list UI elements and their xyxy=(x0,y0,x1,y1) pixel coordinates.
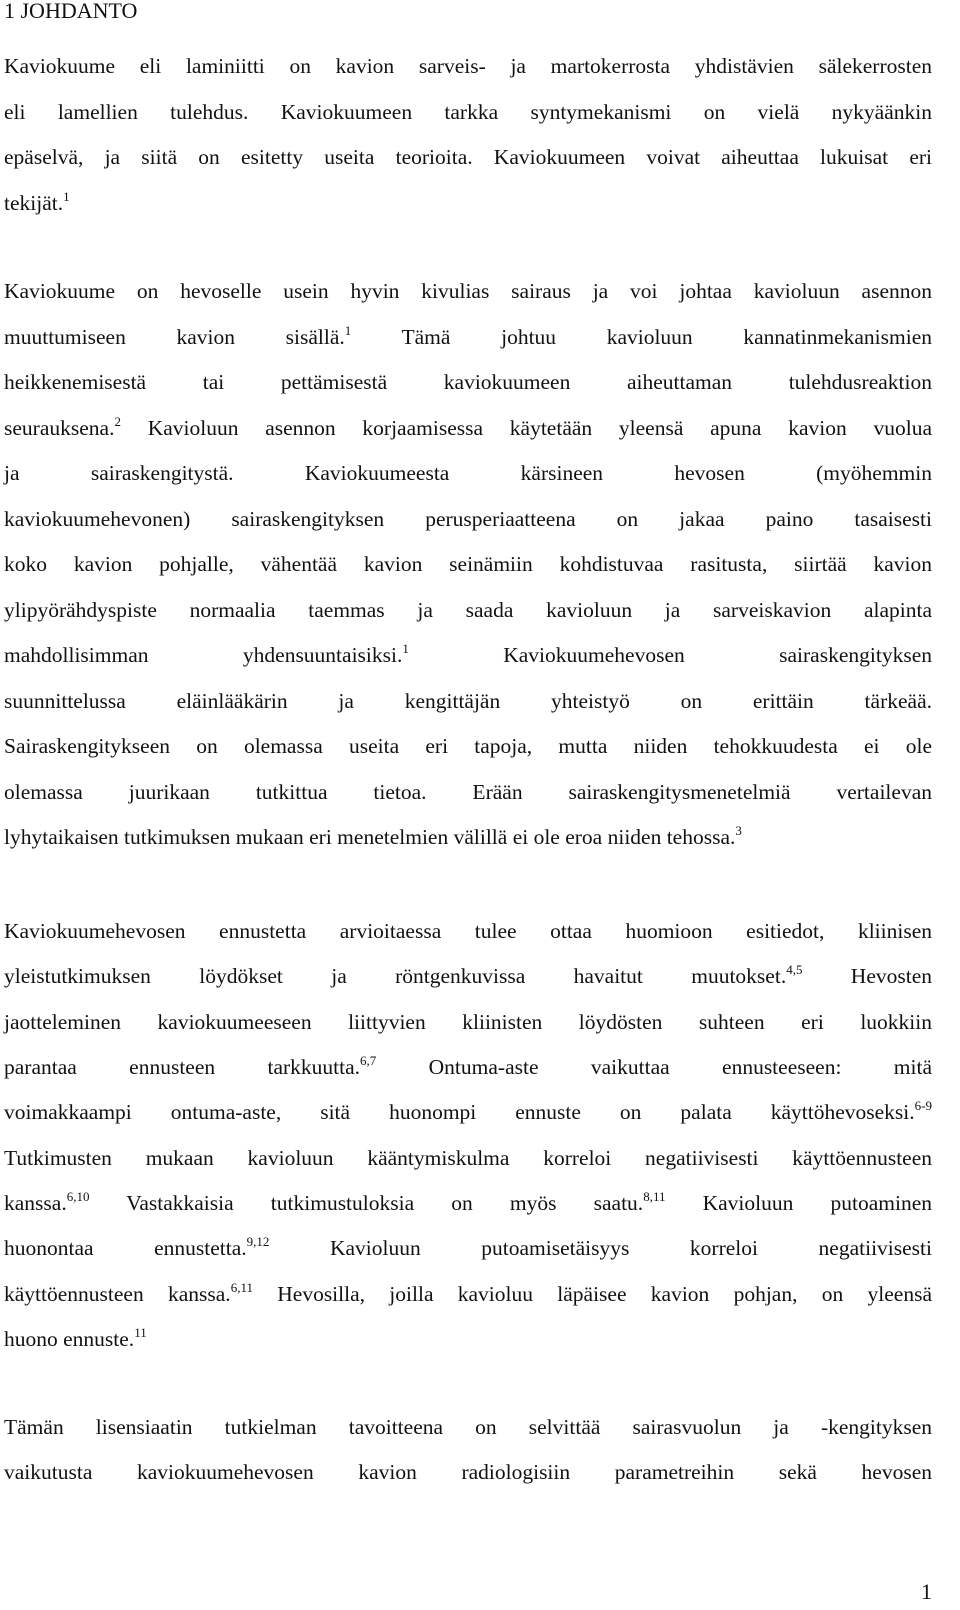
text-run: käyttöennusteen kanssa. xyxy=(4,1281,231,1306)
text-run: Kaviokuumehevosen sairaskengityksen xyxy=(408,643,932,667)
text-line xyxy=(4,917,932,945)
text-line xyxy=(4,1280,932,1308)
text-line xyxy=(4,1458,932,1486)
text-run: Kavioluun asennon korjaamisessa käytetään yleensä apuna kavion vuolua xyxy=(120,415,932,440)
text-line xyxy=(4,823,932,851)
text-line xyxy=(4,962,932,990)
text-run: Sairaskengitykseen on olemassa useita eri tapoja, mutta niiden tehokkuudesta ei ole xyxy=(4,734,932,758)
text-line xyxy=(4,1008,932,1036)
text-run: koko kavion pohjalle, vähentää kavion seinämiin kohdistuvaa rasitusta, siirtää kavion xyxy=(4,552,932,576)
text-run: eli lamellien tulehdus. Kaviokuumeen tarkka syntymekanismi on vielä nykyäänkin xyxy=(4,99,932,124)
text-run: Tutkimusten mukaan kavioluun kääntymiskulma korreloi negatiivisesti käyttöennusteen xyxy=(4,1145,932,1170)
footnote-reference: 8,11 xyxy=(643,1188,666,1204)
text-line xyxy=(4,368,932,396)
text-line xyxy=(4,732,932,760)
text-run: olemassa juurikaan tutkittua tietoa. Erään sairaskengitysmenetelmiä vertailevan xyxy=(4,779,932,804)
text-run: Tämä johtuu kavioluun kannatinmekanismien xyxy=(351,324,932,349)
text-line xyxy=(4,778,932,806)
text-run: huono ennuste. xyxy=(4,1326,135,1351)
text-line xyxy=(4,1144,932,1172)
text-run: Kaviokuume eli laminiitti on kavion sarveis- ja martokerrosta yhdistävien sälekerrosten xyxy=(4,54,932,78)
text-line xyxy=(4,596,932,624)
text-run: heikkenemisestä tai pettämisestä kaviokuumeen aiheuttaman tulehdusreaktion xyxy=(4,370,932,394)
text-line xyxy=(4,550,932,578)
text-run: Kavioluun putoamisetäisyys korreloi negatiivisesti xyxy=(269,1236,932,1261)
footnote-reference: 4,5 xyxy=(786,962,803,978)
text-run: jaotteleminen kaviokuumeeseen liittyvien kliinisten löydösten suhteen eri luokkiin xyxy=(4,1009,932,1034)
footnote-reference: 6,7 xyxy=(360,1052,377,1068)
footnote-reference: 2 xyxy=(114,413,121,429)
text-run: Kavioluun putoaminen xyxy=(665,1190,933,1215)
text-run: Hevosilla, joilla kavioluu läpäisee kavion pohjan, on yleensä xyxy=(252,1281,933,1306)
text-run: Kaviokuumehevosen ennustetta arvioitaessa tulee ottaa huomioon esitiedot, kliinisen xyxy=(4,919,932,943)
text-run: Tämän lisensiaatin tutkielman tavoitteena on selvittää sairasvuolun ja -kengityksen xyxy=(4,1415,932,1439)
footnote-reference: 1 xyxy=(344,322,352,338)
text-line xyxy=(4,1234,932,1262)
text-line xyxy=(4,1053,932,1081)
text-run: ylipyörähdyspiste normaalia taemmas ja saada kavioluun ja sarveiskavion alapinta xyxy=(4,597,932,622)
text-run: muuttumiseen kavion sisällä. xyxy=(4,324,345,349)
text-line xyxy=(4,1413,932,1441)
text-run: vaikutusta kaviokuumehevosen kavion radiologisiin parametreihin sekä hevosen xyxy=(4,1460,932,1484)
text-line xyxy=(4,459,932,487)
text-line xyxy=(4,414,932,442)
text-run: huonontaa ennustetta. xyxy=(4,1236,247,1261)
text-line xyxy=(4,1189,932,1217)
text-line xyxy=(4,1325,932,1353)
text-line xyxy=(4,189,932,217)
text-line xyxy=(4,1098,932,1126)
text-run: parantaa ennusteen tarkkuutta. xyxy=(4,1054,361,1079)
text-run: kanssa. xyxy=(4,1190,67,1215)
text-run: mahdollisimman yhdensuuntaisiksi. xyxy=(4,643,403,667)
text-line xyxy=(4,143,932,171)
text-line xyxy=(4,687,932,715)
text-run: Vastakkaisia tutkimustuloksia on myös saatu. xyxy=(89,1190,644,1215)
text-run: ja sairaskengitystä. Kaviokuumeesta kärsineen hevosen (myöhemmin xyxy=(4,461,932,485)
footnote-reference: 6-9 xyxy=(914,1098,932,1114)
text-run: Ontuma-aste vaikuttaa ennusteeseen: mitä xyxy=(376,1054,932,1079)
text-run: kaviokuumehevonen) sairaskengityksen perusperiaatteena on jakaa paino tasaisesti xyxy=(4,506,932,531)
text-run: suunnittelussa eläinlääkärin ja kengittäjän yhteistyö on erittäin tärkeää. xyxy=(4,688,932,713)
page-number: 1 xyxy=(921,1579,932,1604)
text-run: yleistutkimuksen löydökset ja röntgenkuvissa havaitut muutokset. xyxy=(4,964,787,989)
text-run: seurauksena. xyxy=(4,415,115,440)
text-run: tekijät. xyxy=(4,191,64,215)
text-run: voimakkaampi ontuma-aste, sitä huonompi ennuste on palata käyttöhevoseksi. xyxy=(4,1100,915,1125)
footnote-reference: 3 xyxy=(735,823,742,838)
text-line xyxy=(4,323,932,351)
footnote-reference: 1 xyxy=(63,189,70,204)
footnote-reference: 11 xyxy=(134,1324,147,1340)
text-line xyxy=(4,641,932,669)
footnote-reference: 9,12 xyxy=(246,1234,270,1250)
text-run: Hevosten xyxy=(802,964,933,989)
footnote-reference: 6,10 xyxy=(66,1188,90,1204)
text-line xyxy=(4,505,932,533)
text-run: Kaviokuume on hevoselle usein hyvin kivulias sairaus ja voi johtaa kavioluun asennon xyxy=(4,279,932,303)
text-line xyxy=(4,277,932,305)
section-heading: 1 JOHDANTO xyxy=(4,0,138,23)
footnote-reference: 6,11 xyxy=(230,1279,253,1295)
text-line xyxy=(4,52,932,80)
footnote-reference: 1 xyxy=(402,641,409,656)
text-line xyxy=(4,98,932,126)
text-run: epäselvä, ja siitä on esitetty useita teorioita. Kaviokuumeen voivat aiheuttaa lukuisat eri xyxy=(4,145,932,170)
text-run: lyhytaikaisen tutkimuksen mukaan eri menetelmien välillä ei ole eroa niiden tehossa. xyxy=(4,825,736,849)
